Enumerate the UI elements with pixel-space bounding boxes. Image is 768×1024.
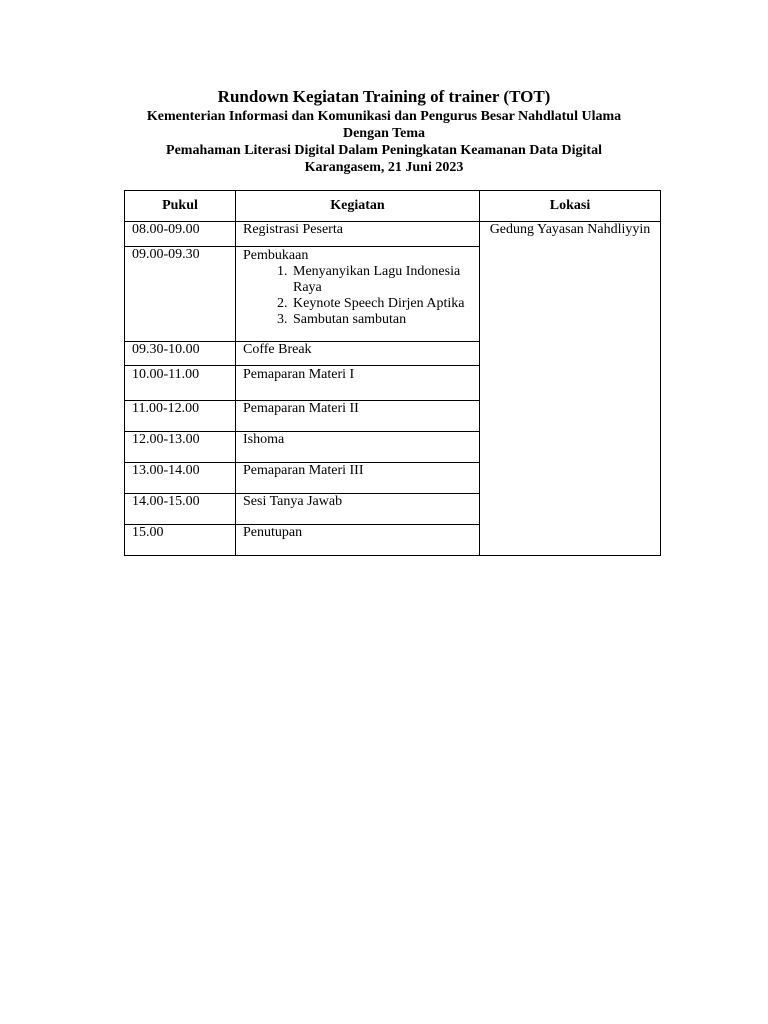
row-time: 09.30-10.00: [125, 342, 236, 366]
place-date: Karangasem, 21 Juni 2023: [304, 160, 464, 175]
row-activity: Pemaparan Materi II: [236, 401, 480, 432]
document-header: [0, 86, 768, 176]
row-activity: Sesi Tanya Jawab: [236, 494, 480, 525]
row-activity: Penutupan: [236, 525, 480, 556]
row-activity: Pemaparan Materi I: [236, 366, 480, 401]
table-row: [125, 222, 661, 247]
organizer-line: Kementerian Informasi dan Komunikasi dan Pengurus Besar Nahdlatul Ulama: [146, 109, 622, 124]
row-activity: Pembukaan: [243, 248, 309, 263]
row-time: 09.00-09.30: [125, 247, 236, 342]
header-kegiatan: Kegiatan: [236, 191, 480, 222]
list-item: 2. Keynote Speech Dirjen Aptika: [291, 296, 472, 312]
row-activity-list: [236, 247, 480, 342]
row-time: 12.00-13.00: [125, 432, 236, 463]
header-pukul: Pukul: [125, 191, 236, 222]
row-activity: Registrasi Peserta: [236, 222, 480, 247]
row-time: 14.00-15.00: [125, 494, 236, 525]
row-activity: Coffe Break: [236, 342, 480, 366]
theme-label: Dengan Tema: [342, 126, 426, 141]
row-time: 13.00-14.00: [125, 463, 236, 494]
row-time: 10.00-11.00: [125, 366, 236, 401]
row-activity: Pemaparan Materi III: [236, 463, 480, 494]
row-time: 15.00: [125, 525, 236, 556]
schedule-table: [124, 190, 661, 556]
theme-title: Pemahaman Literasi Digital Dalam Peningkatan Keamanan Data Digital: [166, 143, 602, 158]
row-time: 11.00-12.00: [125, 401, 236, 432]
list-item: 3. Sambutan sambutan: [291, 312, 472, 328]
location-cell: Gedung Yayasan Nahdliyyin: [480, 222, 661, 556]
list-item: 1. Menyanyikan Lagu Indonesia Raya: [291, 264, 472, 296]
document-title: Rundown Kegiatan Training of trainer (TOT): [217, 87, 551, 106]
opening-items: [243, 264, 472, 328]
row-activity: Ishoma: [236, 432, 480, 463]
header-lokasi: Lokasi: [480, 191, 661, 222]
row-time: 08.00-09.00: [125, 222, 236, 247]
table-header-row: [125, 191, 661, 222]
